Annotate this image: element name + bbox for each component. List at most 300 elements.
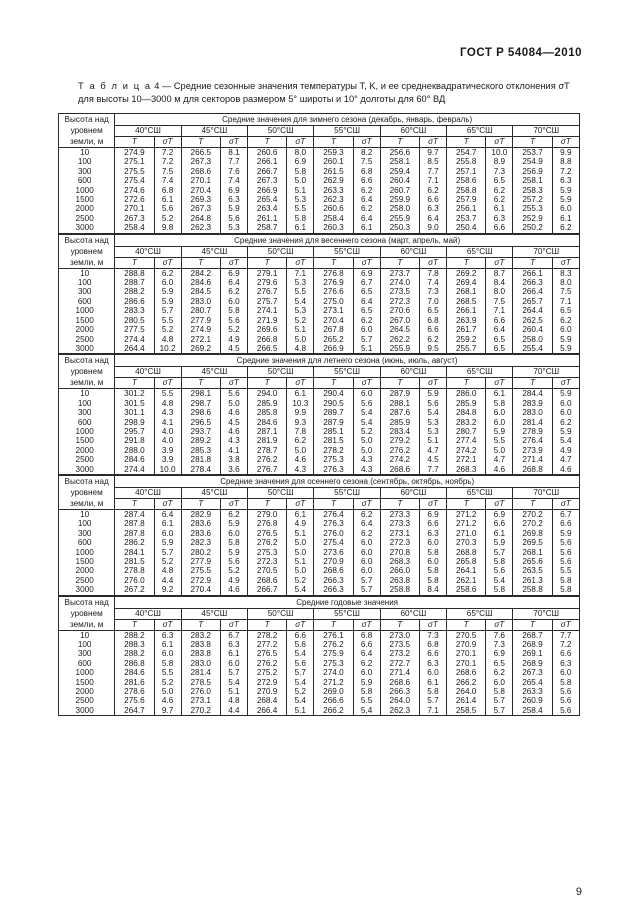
temperature-value: 287.8 [115,519,154,528]
temperature-value: 273.2 [380,649,419,658]
temperature-symbol: T [181,137,220,148]
temperature-value: 273.6 [314,548,353,557]
sigma-value: 7.6 [486,630,513,640]
sigma-value: 8.0 [486,287,513,296]
temperature-value: 266.9 [248,186,287,195]
temperature-value: 269.8 [513,529,552,538]
sigma-symbol: σT [419,619,446,630]
latitude-header: 50°СШ [247,608,313,619]
season-table [58,354,580,475]
temperature-value: 284.6 [115,455,154,464]
temperature-value: 286.2 [115,538,154,547]
temperature-value: 276.5 [247,649,286,658]
sigma-value: 4.5 [220,418,247,427]
temperature-value: 276.0 [181,687,220,696]
sigma-value: 4.8 [154,335,181,344]
height-value: 100 [59,399,115,408]
sigma-value: 6.2 [486,668,513,677]
sigma-value: 5.8 [154,659,181,668]
sigma-value: 7.5 [486,297,513,306]
sigma-value: 4.5 [419,455,446,464]
latitude-header: 50°СШ [248,367,314,378]
sigma-value: 5.4 [287,678,314,687]
sigma-symbol: σT [486,137,513,148]
sigma-value: 5.8 [486,557,513,566]
sigma-value: 5.3 [287,306,314,315]
height-value: 300 [59,287,115,296]
sigma-symbol: σT [287,619,314,630]
temperature-value: 287.4 [115,509,154,519]
temperature-value: 284.6 [248,418,287,427]
table-row [59,316,580,325]
table-row [59,455,580,464]
latitude-header: 65°СШ [447,608,513,619]
sigma-value: 5.7 [154,306,181,315]
table-row [59,278,580,287]
sigma-value: 5.9 [154,297,181,306]
sigma-value: 6.2 [353,529,380,538]
sigma-symbol: σT [486,619,513,630]
latitude-header: 65°СШ [447,246,513,257]
sigma-value: 6.1 [486,529,513,538]
temperature-value: 256.1 [447,204,486,213]
sigma-value: 5.8 [486,399,513,408]
sigma-value: 8.7 [486,268,513,278]
temperature-value: 270.5 [248,566,287,575]
temperature-symbol: T [248,378,287,389]
temperature-value: 291.8 [115,436,154,445]
temperature-value: 269.3 [181,195,220,204]
temperature-symbol: T [314,137,353,148]
sigma-value: 8.0 [287,148,314,158]
sigma-value: 5.6 [353,399,380,408]
sigma-value: 6.9 [287,157,314,166]
temperature-value: 265.8 [447,557,486,566]
table-row [59,706,580,716]
sigma-value: 7.1 [486,306,513,315]
table-row [59,268,580,278]
sigma-value: 7.1 [287,268,314,278]
temperature-value: 278.4 [181,465,220,475]
document-standard-number: ГОСТ Р 54084—2010 [460,47,582,59]
temperature-symbol: T [115,498,154,509]
temperature-symbol: T [247,619,286,630]
sigma-value: 5.9 [419,389,446,399]
temperature-value: 277.9 [181,557,220,566]
sigma-value: 4.8 [154,399,181,408]
temperature-value: 290.4 [314,389,353,399]
sigma-value: 5.0 [287,446,314,455]
sigma-value: 9.9 [287,408,314,417]
temperature-value: 258.7 [248,223,287,233]
temperature-symbol: T [513,257,552,268]
temperature-value: 261.4 [447,696,486,705]
temperature-value: 273.0 [380,630,419,640]
temperature-value: 263.3 [314,186,353,195]
temperature-value: 283.8 [181,649,220,658]
temperature-value: 274.4 [115,465,154,475]
sigma-value: 5.1 [287,186,314,195]
temperature-value: 283.2 [447,418,486,427]
sigma-value: 5.2 [353,427,380,436]
temperature-symbol: T [513,378,552,389]
temperature-value: 264.0 [380,696,419,705]
sigma-value: 5.3 [220,223,247,233]
temperature-value: 277.9 [181,316,220,325]
table-row [59,687,580,696]
temperature-value: 268.7 [513,630,552,640]
sigma-value: 6.1 [154,640,181,649]
temperature-value: 258.1 [380,157,419,166]
sigma-value: 6.0 [353,538,380,547]
height-value: 600 [59,538,115,547]
temperature-value: 260.6 [314,204,353,213]
temperature-value: 286.6 [115,297,154,306]
temperature-value: 261.3 [513,576,552,585]
sigma-value: 6.1 [552,214,579,223]
temperature-symbol: T [380,378,419,389]
sigma-value: 5.8 [419,687,446,696]
sigma-value: 8.4 [419,585,446,595]
temperature-value: 285.9 [447,399,486,408]
temperature-value: 278.9 [513,427,552,436]
height-value: 2500 [59,214,115,223]
sigma-value: 6.2 [552,223,579,233]
temperature-value: 279.0 [248,509,287,519]
temperature-value: 283.6 [181,519,220,528]
temperature-value: 256.6 [380,148,419,158]
temperature-value: 276.6 [314,287,353,296]
sigma-value: 6.2 [287,436,314,445]
height-column-header: Высота над уровнем земли, м [59,355,115,389]
sigma-value: 6.0 [220,529,247,538]
temperature-value: 265.2 [314,335,353,344]
sigma-value: 7.4 [154,176,181,185]
temperature-value: 270.6 [380,306,419,315]
sigma-value: 7.2 [154,157,181,166]
sigma-symbol: σT [552,137,579,148]
season-table [58,475,580,596]
temperature-value: 276.5 [248,529,287,538]
sigma-symbol: σT [154,137,181,148]
sigma-value: 9.7 [419,148,446,158]
sigma-value: 6.0 [353,668,380,677]
height-column-header: Высота над уровнем земли, м [59,114,115,148]
temperature-value: 285.8 [248,408,287,417]
temperature-value: 270.9 [447,640,486,649]
temperature-value: 266.6 [314,696,353,705]
temperature-value: 259.4 [380,167,419,176]
table-row [59,678,580,687]
sigma-symbol: σT [552,378,579,389]
sigma-value: 7.5 [353,157,380,166]
table-row [59,223,580,233]
table-row [59,696,580,705]
temperature-value: 277.5 [115,325,154,334]
sigma-value: 4.8 [220,696,247,705]
temperature-value: 284.1 [115,548,154,557]
sigma-value: 4.8 [287,344,314,354]
temperature-value: 262.9 [314,176,353,185]
sigma-value: 6.0 [486,418,513,427]
sigma-symbol: σT [419,137,446,148]
sigma-value: 5.5 [353,696,380,705]
temperature-symbol: T [513,137,552,148]
sigma-value: 5.6 [552,687,579,696]
temperature-value: 266.2 [314,706,353,716]
temperature-value: 269.2 [447,268,486,278]
sigma-value: 5.9 [552,529,579,538]
sigma-value: 4.9 [552,446,579,455]
temperature-value: 273.3 [380,509,419,519]
sigma-value: 6.5 [552,306,579,315]
sigma-value: 6.3 [552,659,579,668]
latitude-header: 45°СШ [181,246,247,257]
temperature-value: 255.9 [380,344,419,354]
sigma-value: 5.0 [486,446,513,455]
sigma-value: 6.1 [154,519,181,528]
sigma-value: 6.5 [486,344,513,354]
temperature-value: 267.8 [314,325,353,334]
temperature-value: 293.7 [181,427,220,436]
temperature-value: 266.3 [380,687,419,696]
sigma-value: 6.0 [220,297,247,306]
temperature-value: 278.8 [115,566,154,575]
temperature-value: 284.8 [447,408,486,417]
temperature-value: 280.7 [447,427,486,436]
latitude-header: 40°СШ [115,126,181,137]
sigma-value: 5.2 [287,316,314,325]
sigma-value: 5.7 [486,548,513,557]
sigma-value: 6.9 [220,186,247,195]
latitude-header: 45°СШ [181,487,247,498]
sigma-value: 5.2 [287,576,314,585]
height-value: 300 [59,649,115,658]
sigma-value: 8.1 [220,148,247,158]
sigma-symbol: σT [419,498,446,509]
sigma-value: 5.5 [154,668,181,677]
temperature-value: 301.1 [115,408,154,417]
season-title: Средние годовые значения [115,596,580,608]
sigma-value: 7.2 [552,640,579,649]
season-title: Средние значения для весеннего сезона (март, апрель, май) [115,234,580,246]
temperature-value: 273.7 [380,268,419,278]
latitude-header: 40°СШ [115,608,181,619]
temperature-value: 267.3 [115,214,154,223]
temperature-value: 266.9 [314,344,353,354]
sigma-value: 6.7 [353,278,380,287]
sigma-value: 6.7 [552,509,579,519]
latitude-header: 50°СШ [248,126,314,137]
latitude-header: 60°СШ [380,487,446,498]
sigma-value: 9.3 [287,418,314,427]
sigma-value: 5.4 [220,678,247,687]
temperature-value: 263.9 [447,316,486,325]
sigma-value: 5.8 [552,585,579,595]
temperature-value: 250.2 [513,223,552,233]
temperature-value: 285.3 [181,446,220,455]
sigma-value: 5.0 [287,176,314,185]
temperature-value: 281.8 [181,455,220,464]
sigma-value: 6.4 [419,214,446,223]
season-title: Средние значения для осеннего сезона (сентябрь, октябрь, ноябрь) [115,475,580,487]
temperature-value: 275.5 [115,167,154,176]
temperature-value: 253.7 [513,148,552,158]
latitude-header: 65°СШ [447,367,513,378]
sigma-value: 5.8 [552,576,579,585]
sigma-value: 6.9 [419,509,446,519]
sigma-value: 5.4 [552,436,579,445]
temperature-symbol: T [513,619,552,630]
sigma-value: 6.5 [353,306,380,315]
temperature-value: 268.8 [513,465,552,475]
temperature-value: 266.8 [248,335,287,344]
temperature-value: 276.0 [115,576,154,585]
sigma-value: 6.8 [419,640,446,649]
temperature-value: 283.9 [513,399,552,408]
sigma-symbol: σT [220,257,247,268]
sigma-value: 5.6 [552,706,579,716]
temperature-value: 265.4 [248,195,287,204]
temperature-value: 270.4 [314,316,353,325]
sigma-value: 7.1 [419,706,446,716]
temperature-value: 266.7 [248,167,287,176]
sigma-value: 5.3 [287,195,314,204]
sigma-value: 5.9 [154,287,181,296]
sigma-value: 6.2 [220,509,247,519]
sigma-value: 5.8 [287,167,314,176]
height-value: 1000 [59,548,115,557]
sigma-value: 5.7 [287,668,314,677]
temperature-value: 283.4 [380,427,419,436]
height-value: 600 [59,659,115,668]
temperature-value: 269.5 [513,538,552,547]
temperature-value: 272.3 [380,538,419,547]
sigma-value: 5.0 [287,335,314,344]
sigma-symbol: σT [287,378,314,389]
temperature-value: 281.4 [513,418,552,427]
height-value: 300 [59,529,115,538]
sigma-value: 5.6 [287,659,314,668]
latitude-header: 70°СШ [513,367,580,378]
temperature-value: 272.6 [115,195,154,204]
sigma-value: 6.3 [552,176,579,185]
sigma-value: 5.5 [154,316,181,325]
sigma-value: 4.6 [220,585,247,595]
temperature-value: 273.3 [380,519,419,528]
temperature-value: 283.3 [115,306,154,315]
sigma-value: 4.3 [353,465,380,475]
latitude-header: 40°СШ [115,246,181,257]
temperature-value: 282.3 [181,538,220,547]
temperature-value: 265.6 [513,557,552,566]
temperature-value: 273.5 [380,640,419,649]
latitude-header: 40°СШ [115,487,181,498]
temperature-value: 262.3 [181,223,220,233]
table-row [59,195,580,204]
temperature-value: 268.9 [513,659,552,668]
sigma-value: 6.0 [353,566,380,575]
temperature-value: 275.3 [314,455,353,464]
temperature-value: 287.1 [248,427,287,436]
sigma-value: 10.3 [287,399,314,408]
sigma-value: 4.1 [220,446,247,455]
table-row [59,408,580,417]
temperature-value: 257.9 [447,195,486,204]
table-row [59,557,580,566]
sigma-value: 5.8 [552,678,579,687]
sigma-value: 7.7 [419,167,446,176]
table-row [59,548,580,557]
sigma-value: 4.7 [486,455,513,464]
temperature-value: 278.2 [247,630,286,640]
temperature-symbol: T [314,257,353,268]
sigma-value: 6.4 [353,649,380,658]
temperature-value: 260.1 [314,157,353,166]
table-row [59,214,580,223]
sigma-value: 6.9 [220,268,247,278]
temperature-value: 261.1 [248,214,287,223]
sigma-symbol: σT [287,137,314,148]
table-row [59,427,580,436]
temperature-value: 281.9 [248,436,287,445]
temperature-value: 280.2 [181,548,220,557]
sigma-value: 5.3 [419,418,446,427]
sigma-value: 5.9 [552,427,579,436]
sigma-value: 6.1 [486,204,513,213]
sigma-value: 7.2 [552,167,579,176]
temperature-value: 258.8 [380,585,419,595]
sigma-symbol: σT [353,257,380,268]
temperature-value: 272.3 [380,297,419,306]
sigma-value: 5.0 [287,538,314,547]
sigma-value: 5.5 [287,204,314,213]
temperature-value: 280.7 [181,306,220,315]
sigma-value: 6.0 [552,204,579,213]
temperature-value: 273.1 [314,306,353,315]
sigma-value: 6.8 [353,630,380,640]
temperature-value: 255.4 [513,344,552,354]
temperature-value: 284.2 [181,268,220,278]
height-value: 3000 [59,344,115,354]
sigma-value: 7.1 [419,176,446,185]
latitude-header: 60°СШ [380,608,446,619]
sigma-value: 6.4 [353,195,380,204]
height-column-header: Высота над уровнем земли, м [59,475,115,509]
temperature-value: 276.2 [247,659,286,668]
temperature-value: 253.7 [447,214,486,223]
sigma-value: 5.6 [154,204,181,213]
sigma-value: 6.6 [419,195,446,204]
sigma-value: 5.6 [552,557,579,566]
temperature-value: 285.9 [248,399,287,408]
sigma-value: 4.3 [287,465,314,475]
height-value: 1500 [59,557,115,566]
temperature-value: 268.6 [447,668,486,677]
temperature-value: 264.7 [115,706,154,716]
temperature-value: 258.6 [447,585,486,595]
sigma-value: 4.9 [220,576,247,585]
temperature-value: 265.7 [513,297,552,306]
temperature-value: 261.7 [447,325,486,334]
temperature-value: 275.4 [115,176,154,185]
sigma-value: 5.9 [353,678,380,687]
sigma-value: 5.4 [419,408,446,417]
temperature-value: 276.0 [314,529,353,538]
sigma-value: 7.2 [154,148,181,158]
temperature-value: 260.6 [248,148,287,158]
sigma-value: 8.8 [552,157,579,166]
